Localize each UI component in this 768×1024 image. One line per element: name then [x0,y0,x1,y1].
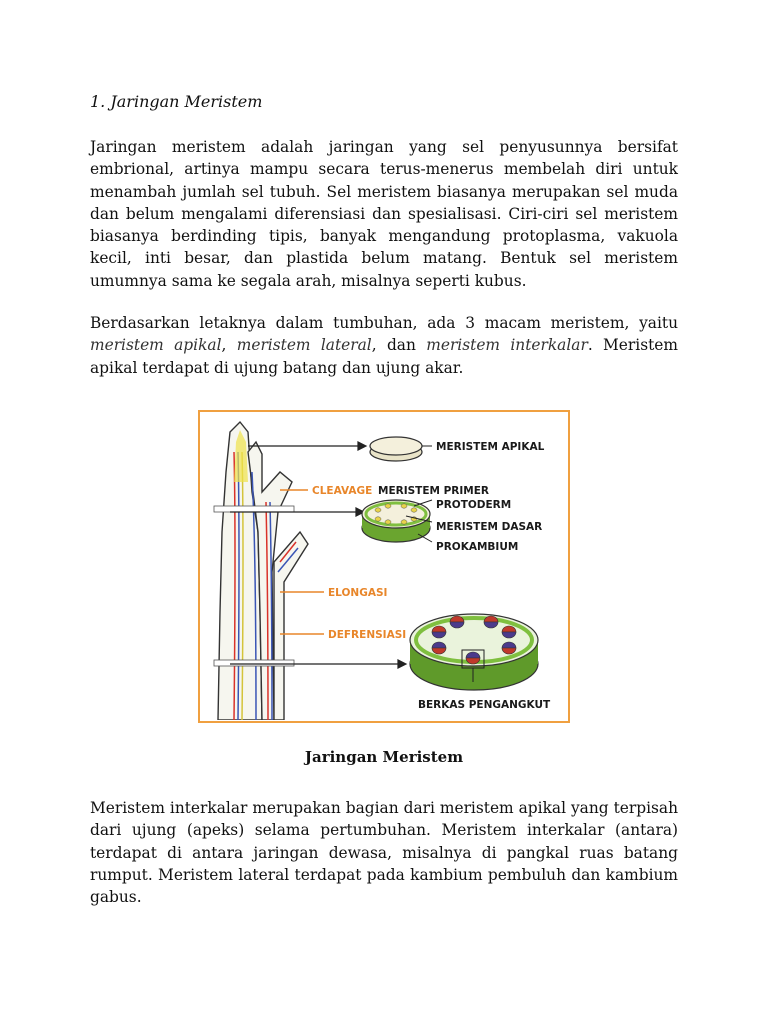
term-meristem-interkalar: meristem interkalar [426,336,588,355]
paragraph-definition: Jaringan meristem adalah jaringan yang sel penyusunnya bersifat embrional, artinya mampu secara terus-menerus membelah diri untuk menambah jumlah sel tubuh. Sel meristem biasanya merupakan sel muda dan belum mengalami diferensiasi dan spesialisasi. Ciri-ciri sel meristem biasanya berdinding tipis, banyak mengandung protoplasma, vakuola kecil, inti besar, dan plastida belum matang. Bentuk sel meristem umumnya sama ke segala arah, misalnya seperti kubus. [90,138,678,290]
primary-meristem-disc [362,500,432,542]
meristem-figure [198,410,570,723]
apical-disc [370,437,432,461]
types-outro: . Meristem apikal terdapat di ujung batang dan ujung akar. [90,336,678,377]
label-berkas-pengangkut: BERKAS PENGANGKUT [418,699,551,711]
paragraph-types [90,312,678,379]
label-protoderm: PROTODERM [436,499,512,511]
label-meristem-dasar: MERISTEM DASAR [436,521,543,533]
label-defrensiasi: DEFRENSIASI [328,629,407,641]
types-separator-2: , dan [371,336,427,355]
label-cleavage: CLEAVAGE [312,485,373,497]
label-prokambium: PROKAMBIUM [436,541,519,553]
types-intro: Berdasarkan letaknya dalam tumbuhan, ada 3 macam meristem, yaitu [90,314,678,332]
types-separator-1: , [221,336,237,355]
paragraph-interkalar: Meristem interkalar merupakan bagian dari meristem apikal yang terpisah dari ujung (apeks) selama pertumbuhan. Meristem interkalar (antara) terdapat di antara jaringan dewasa, misalnya di pangkal ruas batang rumput. Meristem lateral terdapat pada kambium pembuluh dan kambium gabus. [90,799,678,907]
term-meristem-lateral: meristem lateral [236,336,372,355]
meristem-diagram [200,412,567,720]
label-meristem-primer: MERISTEM PRIMER [378,485,490,497]
figure-caption: Jaringan Meristem [304,748,464,766]
stem-illustration [214,422,308,720]
vascular-bundle-disc [410,614,538,690]
section-heading: 1. Jaringan Meristem [90,92,263,111]
label-elongasi: ELONGASI [328,587,388,599]
label-meristem-apikal: MERISTEM APIKAL [436,441,545,453]
term-meristem-apikal: meristem apikal [90,336,222,355]
